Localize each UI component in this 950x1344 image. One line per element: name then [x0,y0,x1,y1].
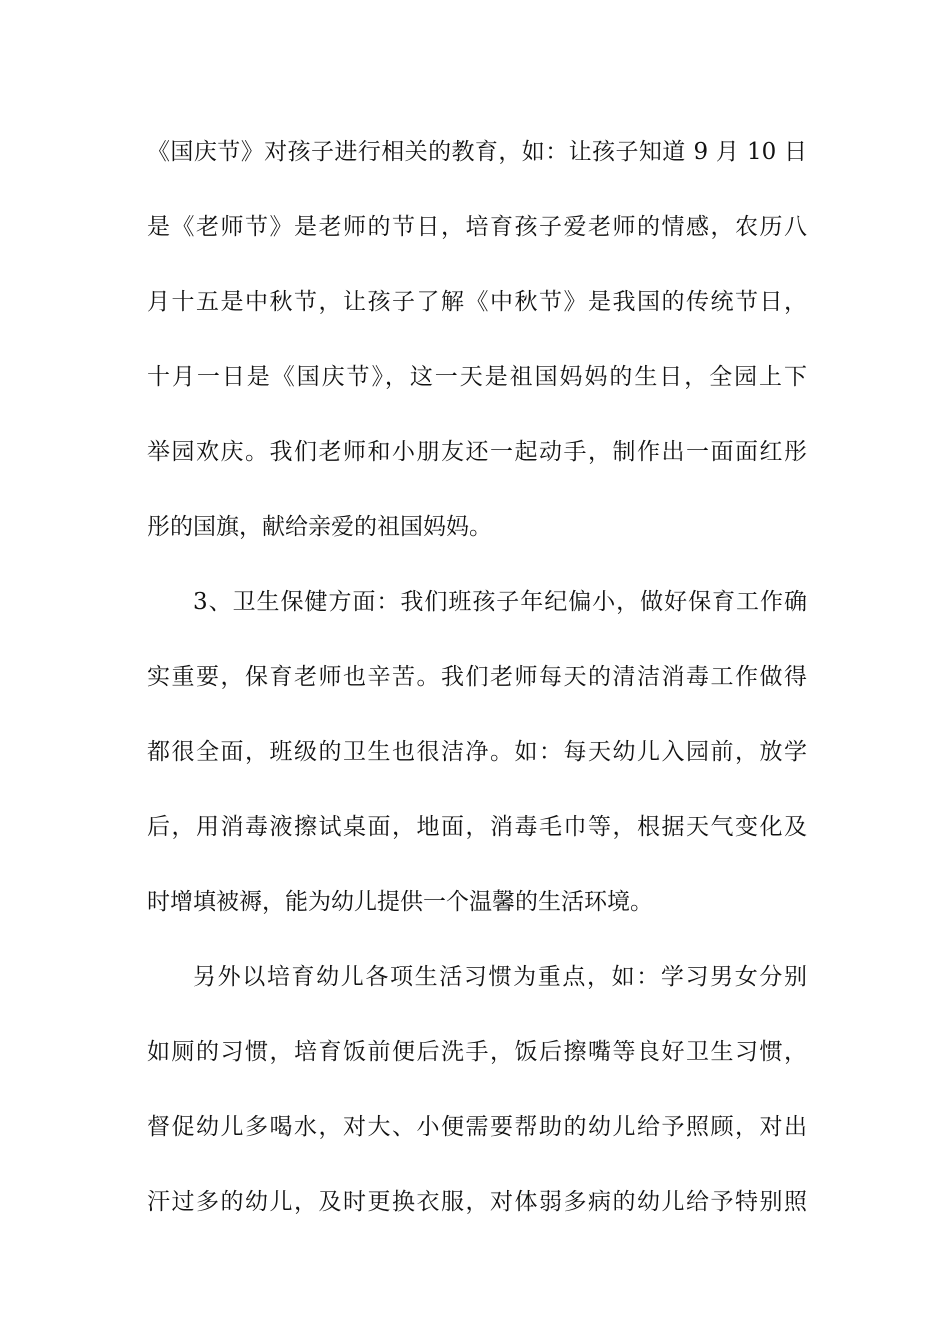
paragraph-line: 汗过多的幼儿，及时更换衣服，对体弱多病的幼儿给予特别照 [147,1189,807,1215]
paragraph-line: 如厕的习惯，培育饭前便后洗手，饭后擦嘴等良好卫生习惯， [147,1039,807,1065]
paragraph-line: 实重要，保育老师也辛苦。我们老师每天的清洁消毒工作做得 [147,664,807,690]
paragraph-line: 都很全面，班级的卫生也很洁净。如：每天幼儿入园前，放学 [147,739,807,765]
paragraph-line: 月十五是中秋节，让孩子了解《中秋节》是我国的传统节日， [147,289,807,315]
paragraph-line: 十月一日是《国庆节》，这一天是祖国妈妈的生日，全园上下 [147,364,807,390]
paragraph-line: 时增填被褥，能为幼儿提供一个温馨的生活环境。 [147,889,653,915]
paragraph-line: 3、卫生保健方面：我们班孩子年纪偏小，做好保育工作确 [193,589,807,615]
paragraph-line: 督促幼儿多喝水，对大、小便需要帮助的幼儿给予照顾，对出 [147,1114,807,1140]
paragraph-line: 《国庆节》对孩子进行相关的教育，如：让孩子知道 9 月 10 日 [147,139,807,165]
paragraph-line: 举园欢庆。我们老师和小朋友还一起动手，制作出一面面红彤 [147,439,807,465]
paragraph-line: 是《老师节》是老师的节日，培育孩子爱老师的情感，农历八 [147,214,807,240]
paragraph-line: 后，用消毒液擦试桌面，地面，消毒毛巾等，根据天气变化及 [147,814,807,840]
paragraph-line: 彤的国旗，献给亲爱的祖国妈妈。 [147,514,492,540]
paragraph-line: 另外以培育幼儿各项生活习惯为重点，如：学习男女分别 [193,964,807,990]
